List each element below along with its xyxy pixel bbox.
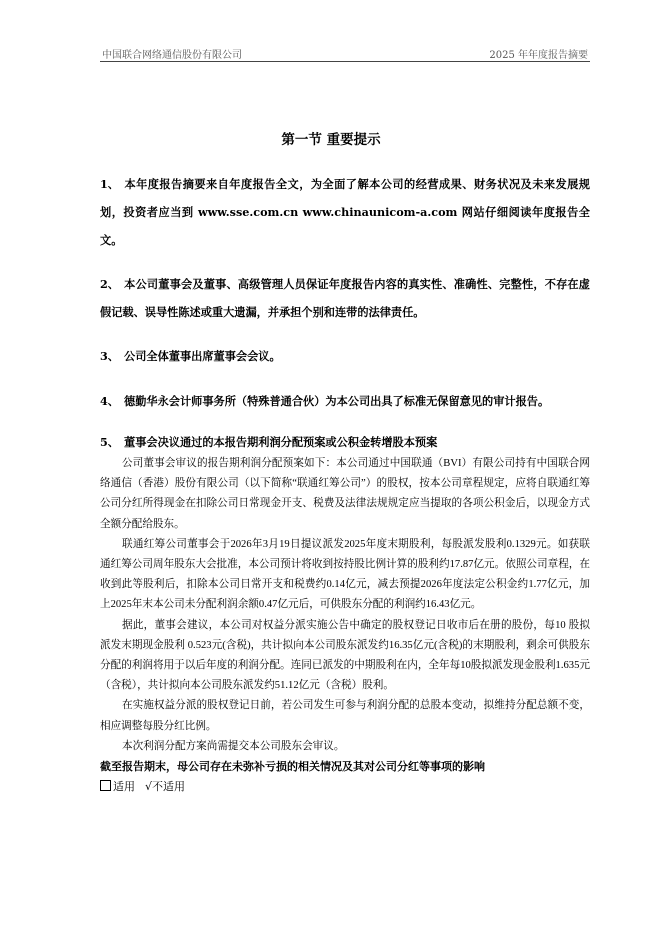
notice-number: 1、 xyxy=(100,177,119,191)
notice-number: 2、 xyxy=(100,277,119,291)
option-applicable: 适用 xyxy=(113,780,135,794)
profit-paragraph-2: 联通红筹公司董事会于2026年3月19日提议派发2025年度末期股利，每股派发股利0.1329元。如获联通红筹公司周年股东大会批准，本公司预计将收到按持股比例计算的股利约17.87亿元。依照公司章程，在收到此等股利后，扣除本公司日常开支和税费约0.14亿元，减去预提2026年度法定公积金约1.77亿元，加上2025年末本公司未分配利润余额0.47亿元后，可供股东分配的利润约16.43亿元。 xyxy=(100,538,590,611)
check-mark-icon: √ xyxy=(145,780,153,794)
profit-paragraph-1: 公司董事会审议的报告期利润分配预案如下：本公司通过中国联通（BVI）有限公司持有中国联合网络通信（香港）股份有限公司（以下简称“联通红筹公司”）的股权，按本公司章程规定，应将自联通红筹公司分红所得现金在扣除公司日常现金开支、税费及法律法规规定应当提取的各项公积金后，以现金方式全额分配给股东。 xyxy=(100,458,590,530)
header-divider xyxy=(100,61,590,62)
section-title: 第一节 重要提示 xyxy=(281,132,381,148)
notice-text: 董事会决议通过的本报告期利润分配预案或公积金转增股本预案 xyxy=(124,435,438,449)
header-company-name: 中国联合网络通信股份有限公司 xyxy=(102,50,242,61)
notice-item-3 xyxy=(100,342,590,370)
option-not-applicable: 不适用 xyxy=(152,780,186,794)
header-report-title: 2025 年年度报告摘要 xyxy=(489,50,588,61)
uncovered-loss-heading: 截至报告期末，母公司存在未弥补亏损的相关情况及其对公司分红等事项的影响 xyxy=(100,760,485,774)
notice-item-1 xyxy=(100,170,590,254)
notice-text: 德勤华永会计师事务所（特殊普通合伙）为本公司出具了标准无保留意见的审计报告。 xyxy=(124,394,550,408)
document-body xyxy=(100,170,590,797)
notice-number: 3、 xyxy=(100,349,119,363)
profit-paragraph-4: 在实施权益分派的股权登记日前，若公司发生可参与利润分配的总股本变动，拟维持分配总额不变，相应调整每股分红比例。 xyxy=(100,700,590,732)
notice-text: 本年度报告摘要来自年度报告全文，为全面了解本公司的经营成果、财务状况及未来发展规划，投资者应当到 www.sse.com.cn www.chinaunicom-a.com 网站仔细阅读年度报告全文。 xyxy=(100,177,590,247)
notice-item-4 xyxy=(100,387,590,415)
profit-paragraph-3: 据此，董事会建议，本公司对权益分派实施公告中确定的股权登记日收市后在册的股份，每10 股拟派发末期现金股利 0.523元(含税)，共计拟向本公司股东派发约16.35亿元(含税)的末期股利，剩余可供股东分配的利润将用于以后年度的利润分配。连同已派发的中期股利在内，全年每10股拟派发现金股利1.635元（含税），共计拟向本公司股东派发约51.12亿元（含税）股利。 xyxy=(100,619,590,692)
notice-item-2 xyxy=(100,270,590,326)
notice-text: 本公司董事会及董事、高级管理人员保证年度报告内容的真实性、准确性、完整性，不存在虚假记载、误导性陈述或重大遗漏，并承担个别和连带的法律责任。 xyxy=(100,277,590,319)
profit-paragraph-5: 本次利润分配方案尚需提交本公司股东会审议。 xyxy=(122,740,345,752)
notice-item-5-heading xyxy=(100,432,590,452)
applicability-options xyxy=(100,777,590,797)
notice-number: 4、 xyxy=(100,394,119,408)
notice-text: 公司全体董事出席董事会会议。 xyxy=(124,349,281,363)
checkbox-icon[interactable] xyxy=(100,780,111,791)
notice-number: 5、 xyxy=(100,435,119,449)
